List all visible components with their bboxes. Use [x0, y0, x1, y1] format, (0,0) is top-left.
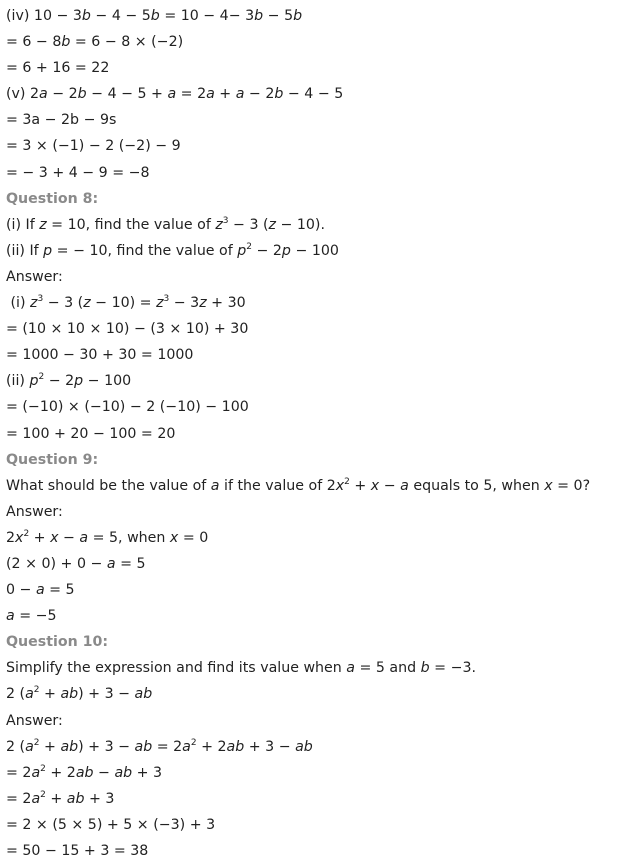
text-segment: + — [39, 738, 61, 755]
variable: a — [31, 790, 41, 807]
text-segment: − 2 — [251, 242, 282, 259]
text-segment: = 5 — [115, 555, 146, 572]
text-segment: = 10, find the value of — [46, 216, 216, 233]
variable: ab — [134, 738, 153, 755]
exponent: 3 — [222, 215, 229, 226]
variable: a — [106, 555, 116, 572]
text-segment: (ii) — [6, 373, 30, 390]
text-segment: − — [93, 764, 115, 781]
variable: b — [293, 8, 303, 24]
text-segment: equals to 5, when — [408, 477, 545, 494]
text-segment: What should be the value of — [6, 477, 211, 494]
variable: z — [199, 295, 207, 312]
variable: a — [346, 660, 355, 677]
answer-label — [6, 499, 633, 525]
exponent: 2 — [33, 685, 40, 696]
text-segment: − 100 — [290, 242, 339, 259]
variable: a — [235, 86, 245, 103]
text-segment: (ii) If — [6, 242, 44, 259]
text-segment: − — [379, 477, 401, 494]
math-line — [6, 812, 633, 838]
variable: a — [210, 477, 220, 494]
text-segment: − 3 — [169, 295, 200, 312]
text-segment: Question 8: — [6, 190, 99, 207]
text-segment: (v) 2 — [6, 86, 40, 103]
exponent: 3 — [163, 294, 170, 305]
math-line — [6, 786, 633, 812]
variable: b — [77, 86, 87, 103]
variable: a — [35, 582, 45, 599]
exponent: 2 — [38, 372, 45, 383]
text-segment: − 4 − 5 + — [86, 86, 168, 103]
variable: ab — [226, 738, 245, 755]
text-segment: = (10 × 10 × 10) − (3 × 10) + 30 — [6, 321, 249, 338]
variable: a — [206, 86, 215, 103]
variable: ab — [60, 738, 79, 755]
exponent: 2 — [190, 737, 197, 748]
variable: ab — [134, 686, 153, 703]
text-segment: = 5 and — [354, 660, 421, 677]
text-segment: Question 10: — [6, 634, 109, 651]
math-line — [6, 655, 633, 681]
variable: a — [167, 86, 177, 103]
variable: x — [335, 477, 345, 494]
text-segment: = 100 + 20 − 100 = 20 — [6, 425, 176, 442]
text-segment: − 3 ( — [43, 295, 84, 312]
exponent: 2 — [33, 737, 40, 748]
math-line — [6, 81, 633, 107]
variable: a — [400, 477, 409, 494]
text-segment: (i) If — [6, 216, 40, 233]
text-segment: − 3 ( — [228, 216, 269, 233]
math-line — [6, 107, 633, 133]
text-segment: − 4 − 5 — [283, 86, 344, 103]
variable: ab — [114, 764, 133, 781]
text-segment: + 3 − — [244, 738, 296, 755]
variable: ab — [75, 764, 94, 781]
exponent: 2 — [344, 476, 350, 487]
variable: a — [31, 764, 41, 781]
math-line — [6, 55, 633, 81]
variable: b — [61, 34, 71, 51]
variable: a — [79, 529, 89, 546]
variable: a — [39, 86, 48, 103]
variable: b — [420, 660, 430, 677]
variable: a — [25, 738, 34, 755]
text-segment: = −3. — [429, 660, 476, 677]
variable: z — [156, 295, 164, 312]
text-segment: − 10) = — [90, 295, 157, 312]
text-segment: = (−10) × (−10) − 2 (−10) − 100 — [6, 399, 249, 416]
math-line — [6, 681, 633, 707]
text-segment: + 3 — [132, 764, 163, 781]
question-heading — [6, 629, 633, 655]
variable: x — [169, 529, 179, 546]
math-line — [6, 238, 633, 264]
answer-label — [6, 264, 633, 290]
answer-label — [6, 708, 633, 734]
math-line — [6, 133, 633, 159]
text-segment: if the value of 2 — [219, 477, 336, 494]
question-heading — [6, 447, 633, 473]
text-segment: = 3 × (−1) − 2 (−2) − 9 — [6, 138, 181, 155]
variable: x — [544, 477, 553, 494]
text-segment: − 5 — [263, 8, 294, 24]
math-line — [6, 760, 633, 786]
variable: ab — [66, 790, 85, 807]
math-line — [6, 29, 633, 55]
text-segment: − 4 − 5 — [90, 8, 151, 24]
text-segment: Answer: — [6, 268, 63, 285]
variable: b — [254, 8, 264, 24]
variable: p — [237, 242, 247, 259]
exponent: 2 — [40, 789, 46, 800]
variable: a — [182, 738, 191, 755]
text-segment: + 3 — [84, 790, 115, 807]
text-segment: = 2 — [6, 764, 32, 781]
text-segment: = 6 + 16 = 22 — [6, 60, 110, 77]
text-segment: + — [39, 686, 61, 703]
variable: p — [43, 242, 53, 259]
math-line — [6, 3, 633, 29]
text-segment: + — [29, 529, 51, 546]
text-segment: (i) — [6, 295, 31, 312]
text-segment: = 2 — [6, 790, 32, 807]
text-segment: = 6 − 8 — [6, 34, 62, 51]
variable: ab — [295, 738, 313, 755]
variable: a — [6, 608, 15, 625]
text-segment: = 2 — [152, 738, 183, 755]
text-segment: = 3a − 2b − 9s — [6, 112, 117, 129]
text-segment: + — [349, 477, 371, 494]
text-segment: = 2 — [176, 86, 207, 103]
text-segment: − 2 — [244, 86, 275, 103]
text-segment: − 2 — [47, 86, 78, 103]
question-heading — [6, 186, 633, 212]
text-segment: = − 3 + 4 − 9 = −8 — [6, 164, 150, 181]
text-segment: + 30 — [206, 295, 246, 312]
variable: b — [81, 8, 91, 24]
text-segment: ) + 3 − — [78, 738, 135, 755]
text-segment: = 5, when — [88, 529, 170, 546]
text-segment: − — [58, 529, 80, 546]
math-line — [6, 342, 633, 368]
math-line — [6, 525, 633, 551]
math-line — [6, 734, 633, 760]
text-segment: = − 10, find the value of — [52, 242, 238, 259]
text-segment: Simplify the expression and find its value when — [6, 660, 347, 677]
text-segment: Answer: — [6, 712, 63, 729]
text-segment: 2 ( — [6, 686, 26, 703]
variable: z — [30, 295, 38, 312]
exponent: 2 — [246, 241, 252, 252]
text-segment: = 0 — [178, 529, 209, 546]
math-line — [6, 603, 633, 629]
variable: ab — [60, 686, 79, 703]
text-segment: = 50 − 15 + 3 = 38 — [6, 843, 149, 859]
text-segment: 0 − — [6, 582, 36, 599]
variable: b — [150, 8, 160, 24]
variable: x — [370, 477, 380, 494]
math-line — [6, 290, 633, 316]
math-line — [6, 473, 633, 499]
text-segment: ) + 3 − — [78, 686, 135, 703]
text-segment: = 1000 − 30 + 30 = 1000 — [6, 347, 194, 364]
exponent: 3 — [37, 294, 44, 305]
text-segment: = 0? — [552, 477, 591, 494]
text-segment: (2 × 0) + 0 − — [6, 555, 107, 572]
exponent: 2 — [40, 763, 46, 774]
text-segment: + — [45, 790, 67, 807]
text-segment: 2 ( — [6, 738, 26, 755]
text-segment: = 6 − 8 × (−2) — [70, 34, 184, 51]
variable: p — [74, 373, 84, 390]
math-line — [6, 838, 633, 864]
text-segment: = 10 − 4− 3 — [159, 8, 255, 24]
exponent: 2 — [23, 528, 30, 539]
variable: z — [39, 216, 47, 233]
math-line — [6, 551, 633, 577]
variable: z — [215, 216, 223, 233]
math-line — [6, 577, 633, 603]
math-line — [6, 368, 633, 394]
text-segment: = 5 — [44, 582, 75, 599]
math-line — [6, 212, 633, 238]
text-segment: − 100 — [83, 373, 132, 390]
variable: p — [29, 373, 39, 390]
text-segment: 2 — [6, 529, 16, 546]
variable: p — [281, 242, 291, 259]
variable: x — [50, 529, 59, 546]
text-segment: = 2 × (5 × 5) + 5 × (−3) + 3 — [6, 816, 216, 833]
math-line — [6, 421, 633, 447]
variable: b — [274, 86, 284, 103]
text-segment: + 2 — [45, 764, 76, 781]
math-line — [6, 160, 633, 186]
math-line — [6, 394, 633, 420]
variable: a — [25, 686, 34, 703]
text-segment: − 10). — [275, 216, 325, 233]
text-segment: + 2 — [196, 738, 227, 755]
variable: z — [83, 295, 91, 312]
math-line — [6, 316, 633, 342]
variable: z — [268, 216, 276, 233]
text-segment: Answer: — [6, 503, 63, 520]
text-segment: = −5 — [14, 608, 57, 625]
variable: x — [15, 529, 24, 546]
text-segment: − 2 — [44, 373, 75, 390]
text-segment: (iv) 10 − 3 — [6, 8, 82, 24]
text-segment: + — [214, 86, 236, 103]
text-segment: Question 9: — [6, 451, 99, 468]
